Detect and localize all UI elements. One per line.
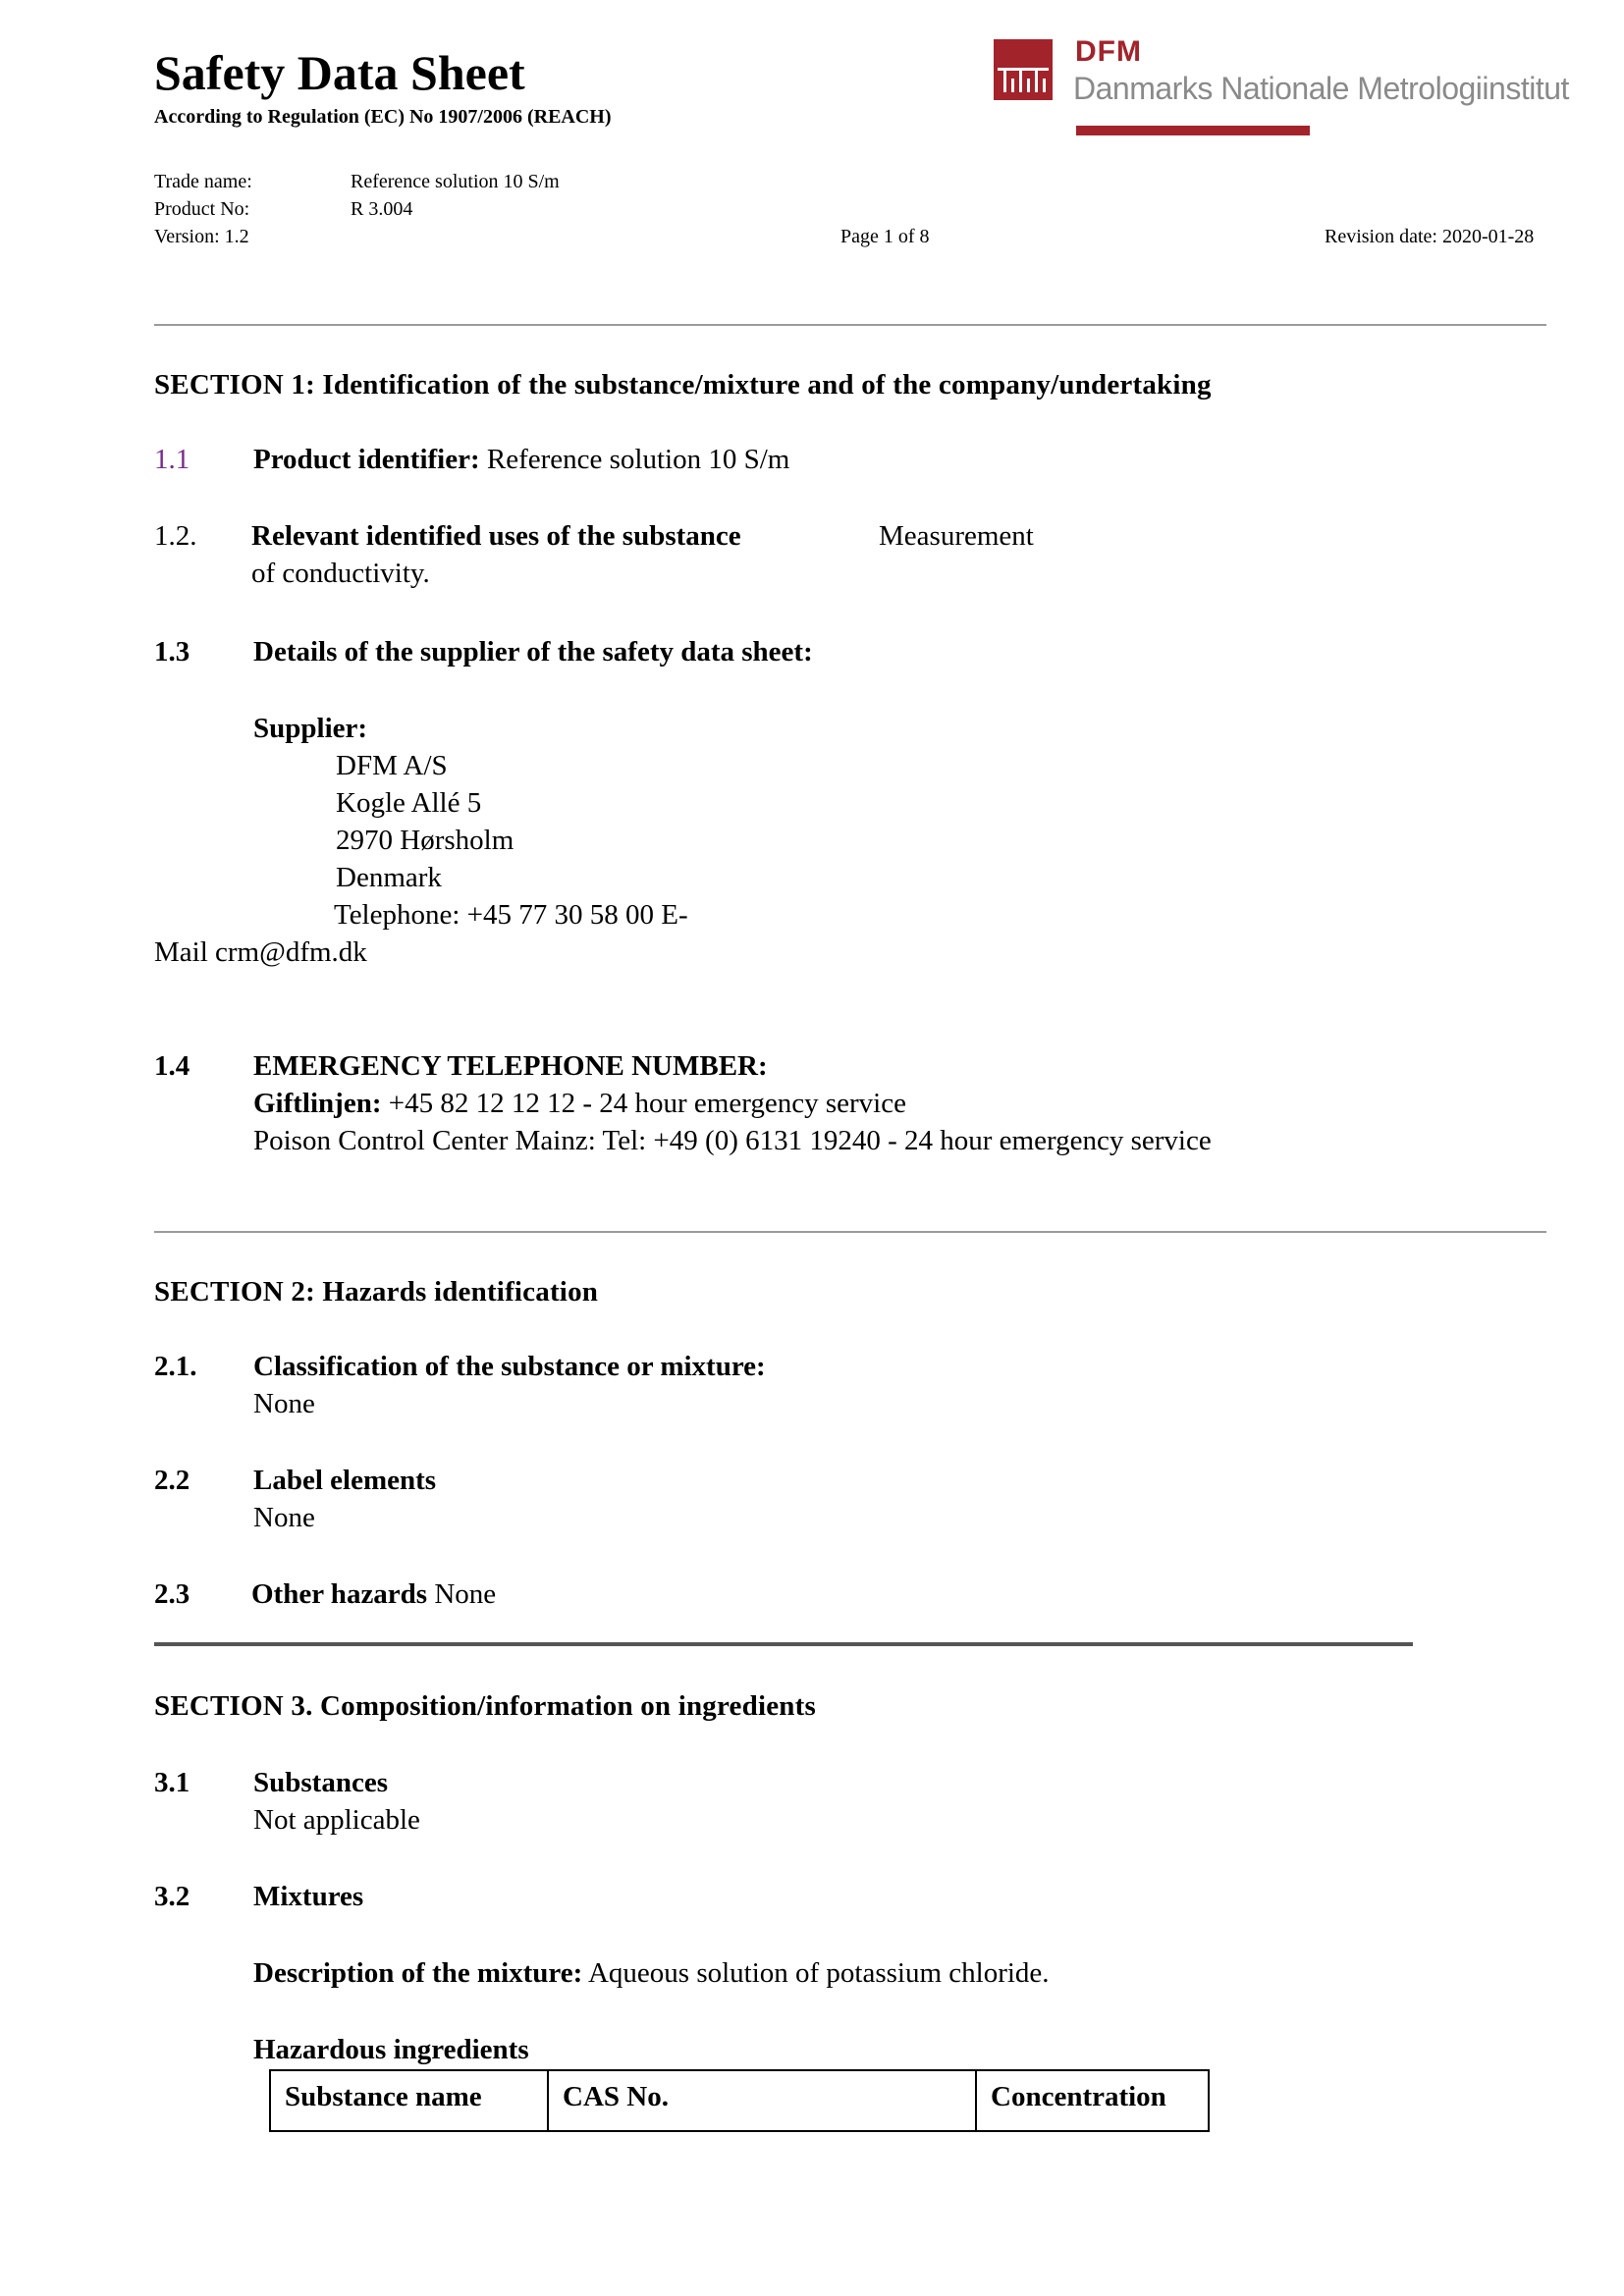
divider [154,324,1546,326]
mixture-description-value: Aqueous solution of potassium chloride. [582,1957,1050,1989]
supplier-country: Denmark [336,862,442,893]
trade-name-label: Trade name: [154,171,252,192]
section-2-2-number: 2.2 [154,1465,190,1496]
other-hazards-value: None [427,1578,497,1610]
supplier-telephone: Telephone: +45 77 30 58 00 E- [334,899,688,931]
section-3-1-number: 3.1 [154,1767,190,1798]
supplier-street: Kogle Allé 5 [336,787,482,819]
mixture-description-label: Description of the mixture: [253,1957,583,1989]
document-title: Safety Data Sheet [154,45,525,100]
product-no-value: R 3.004 [351,198,413,220]
section-1-4-number: 1.4 [154,1050,190,1082]
logo-full-name: Danmarks Nationale Metrologiinstitut [1073,71,1569,106]
table-header-substance-name: Substance name [271,2071,549,2130]
relevant-uses-label: Relevant identified uses of the substance [251,520,741,552]
label-elements-label: Label elements [253,1465,437,1496]
mixture-description [253,1957,1050,1990]
giftlinjen-value: +45 82 12 12 12 - 24 hour emergency service [381,1088,906,1119]
logo-short-name: DFM [1075,35,1142,68]
giftlinjen-label: Giftlinjen: [253,1088,382,1119]
other-hazards [251,1578,496,1611]
supplier-city: 2970 Hørsholm [336,825,514,856]
table-header-cas-no: CAS No. [549,2071,977,2130]
mixtures-label: Mixtures [253,1881,364,1912]
relevant-uses-value-cont: of conductivity. [251,558,430,589]
section-2-1-number: 2.1. [154,1351,197,1382]
divider [154,1231,1546,1233]
product-identifier-value: Reference solution 10 S/m [479,444,790,475]
divider [154,1642,1413,1646]
section-1-1-number: 1.1 [154,444,190,475]
product-identifier-label: Product identifier: [253,444,480,475]
supplier-details-label: Details of the supplier of the safety data sheet: [253,636,813,667]
dfm-logo-icon [994,39,1053,100]
substances-value: Not applicable [253,1804,420,1836]
classification-value: None [253,1388,315,1419]
product-no-label: Product No: [154,198,250,220]
label-elements-value: None [253,1502,315,1533]
section-3-heading: SECTION 3. Composition/information on ingredients [154,1690,816,1722]
product-identifier [253,444,789,476]
revision-date: Revision date: 2020-01-28 [1325,226,1535,247]
relevant-uses-value: Measurement [879,520,1034,552]
section-2-heading: SECTION 2: Hazards identification [154,1276,599,1308]
emergency-label: EMERGENCY TELEPHONE NUMBER: [253,1050,768,1082]
section-1-3-number: 1.3 [154,636,190,667]
section-1-2-number: 1.2. [154,520,197,552]
mainz-line: Poison Control Center Mainz: Tel: +49 (0) 6131 19240 - 24 hour emergency service [253,1125,1212,1156]
supplier-email: Mail crm@dfm.dk [154,936,367,968]
other-hazards-label: Other hazards [251,1578,428,1610]
supplier-name: DFM A/S [336,750,448,781]
page-number: Page 1 of 8 [840,226,930,247]
classification-label: Classification of the substance or mixture: [253,1351,766,1382]
logo-underline [1076,126,1310,135]
section-2-3-number: 2.3 [154,1578,190,1610]
section-1-heading: SECTION 1: Identification of the substance/mixture and of the company/undertaking [154,369,1212,400]
section-3-2-number: 3.2 [154,1881,190,1912]
trade-name-value: Reference solution 10 S/m [351,171,560,192]
table-header-concentration: Concentration [991,2081,1166,2112]
regulation-subtitle: According to Regulation (EC) No 1907/2006 (REACH) [154,106,612,128]
giftlinjen-line [253,1088,906,1120]
hazardous-ingredients-table [269,2069,1210,2132]
version: Version: 1.2 [154,226,249,247]
supplier-label: Supplier: [253,713,368,744]
hazardous-ingredients-label: Hazardous ingredients [253,2034,529,2065]
substances-label: Substances [253,1767,388,1798]
